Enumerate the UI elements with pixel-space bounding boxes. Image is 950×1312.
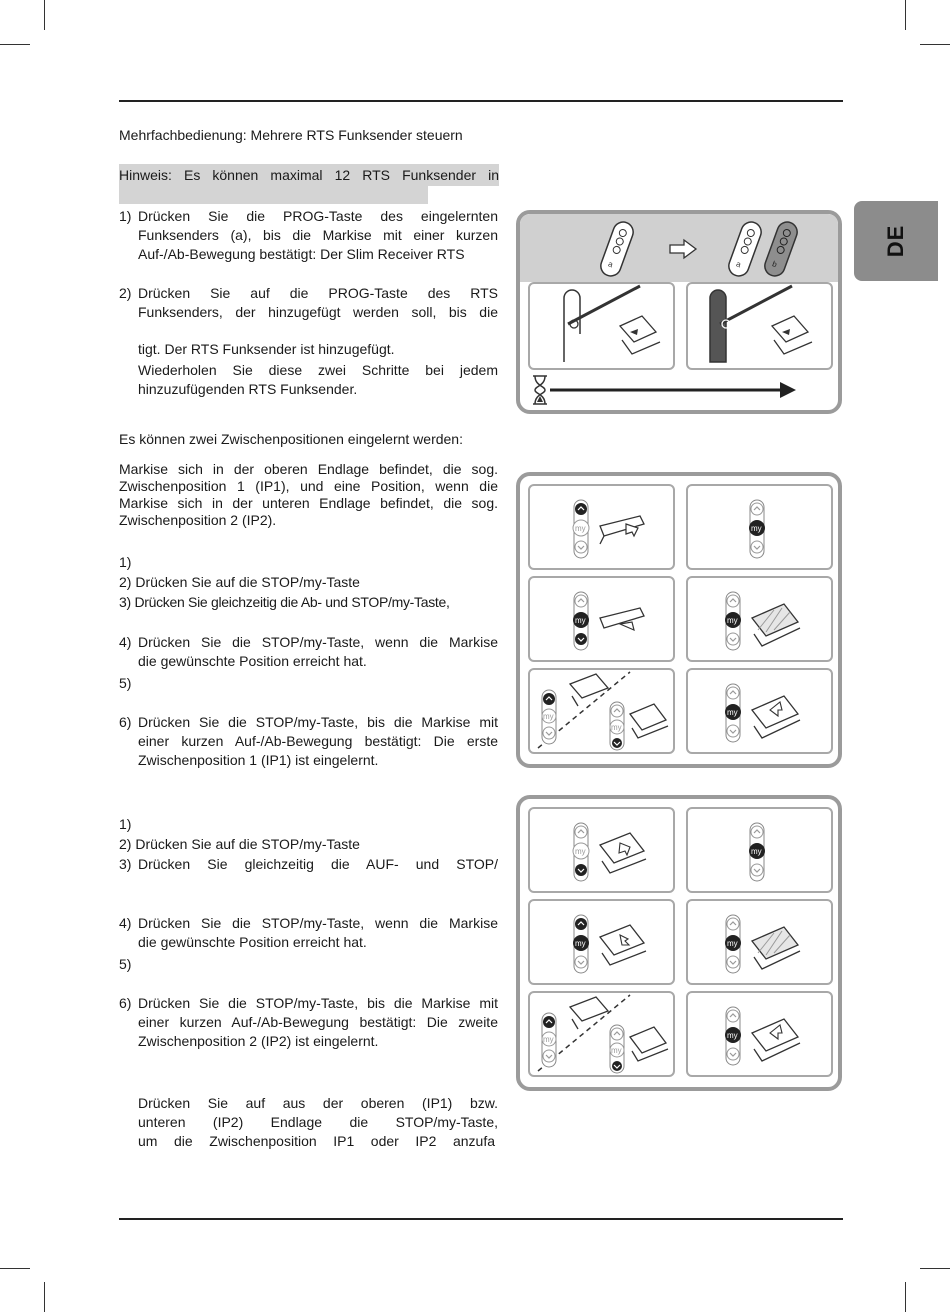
figure-panel bbox=[686, 484, 833, 570]
ip2-step-5: 5) bbox=[119, 956, 132, 972]
crop-mark bbox=[920, 44, 950, 45]
figure-panel bbox=[528, 668, 675, 754]
final-note: unteren (IP2) Endlage die STOP/my-Taste, bbox=[138, 1114, 498, 1130]
figure-ip1 bbox=[516, 472, 842, 768]
language-tab-label: DE bbox=[883, 224, 908, 258]
language-tab bbox=[854, 201, 938, 281]
crop-mark bbox=[44, 0, 45, 30]
ip1-step-6: Zwischenposition 1 (IP1) ist eingelernt. bbox=[138, 752, 379, 768]
ip1-step-5: 5) bbox=[119, 675, 132, 691]
my-button-label: my bbox=[727, 1031, 738, 1040]
figure-panel bbox=[528, 991, 675, 1077]
figure-panel bbox=[686, 668, 833, 754]
ip1-step-illustration bbox=[530, 578, 673, 660]
my-button-label: my bbox=[575, 847, 586, 856]
remote-icon bbox=[764, 218, 798, 280]
my-button-label: my bbox=[575, 524, 586, 533]
ip1-step-2: 2) Drücken Sie auf die STOP/my-Taste bbox=[119, 574, 360, 590]
ip2-step-6: Zwischenposition 2 (IP2) ist eingelernt. bbox=[138, 1033, 379, 1049]
crop-mark bbox=[920, 1268, 950, 1269]
my-button-label: my bbox=[543, 712, 554, 721]
ip2-step-illustration bbox=[688, 993, 831, 1075]
ip2-step-2: 2) Drücken Sie auf die STOP/my-Taste bbox=[119, 836, 360, 852]
final-note: um die Zwischenposition IP1 oder IP2 anzufa bbox=[138, 1133, 495, 1149]
figure-panel bbox=[528, 282, 675, 370]
ip2-step-6: einer kurzen Auf-/Ab-Bewegung bestätigt: Die zweite bbox=[138, 1014, 498, 1030]
figure-panel bbox=[686, 576, 833, 662]
crop-mark bbox=[905, 1282, 906, 1312]
my-button-label: my bbox=[611, 723, 622, 732]
repeat-note: Wiederholen Sie diese zwei Schritte bei jedem bbox=[138, 362, 498, 378]
my-button-label: my bbox=[727, 708, 738, 717]
figure-panel bbox=[686, 282, 833, 370]
remote-label-a: a bbox=[606, 259, 615, 270]
ip2-step-illustration bbox=[530, 993, 673, 1075]
ip2-step-illustration bbox=[688, 809, 831, 891]
bottom-rule bbox=[119, 1218, 843, 1220]
top-rule bbox=[119, 100, 843, 102]
crop-mark bbox=[905, 0, 906, 30]
ip1-step-6: einer kurzen Auf-/Ab-Bewegung bestätigt: Die erste bbox=[138, 733, 498, 749]
intermediate-desc: Zwischenposition 2 (IP2). bbox=[119, 512, 277, 528]
my-button-label: my bbox=[611, 1046, 622, 1055]
figure-panel bbox=[528, 899, 675, 985]
ip2-step-illustration bbox=[530, 809, 673, 891]
intermediate-desc: Zwischenposition 1 (IP1), und eine Position, wenn die bbox=[119, 478, 498, 494]
step-number: 6) bbox=[119, 714, 132, 730]
step-number: 1) bbox=[119, 208, 132, 224]
figure-add-remote bbox=[516, 210, 842, 414]
my-button-label: my bbox=[727, 939, 738, 948]
ip1-step-illustration bbox=[688, 578, 831, 660]
figure-ip2 bbox=[516, 795, 842, 1091]
arrow-right-icon bbox=[668, 238, 698, 260]
step-text: Drücken Sie die PROG-Taste des eingelernten bbox=[138, 208, 498, 224]
figure-panel bbox=[686, 807, 833, 893]
step-number: 4) bbox=[119, 634, 132, 650]
ip1-step-illustration bbox=[688, 486, 831, 568]
step-text: Funksenders, der hinzugefügt werden soll, bis die bbox=[138, 304, 498, 320]
my-button-label: my bbox=[543, 1035, 554, 1044]
ip2-step-6: Drücken Sie die STOP/my-Taste, bis die Markise mit bbox=[138, 995, 498, 1011]
my-button-label: my bbox=[751, 847, 762, 856]
final-note: Drücken Sie auf aus der oberen (IP1) bzw. bbox=[138, 1095, 498, 1111]
my-button-label: my bbox=[751, 524, 762, 533]
step-text: Drücken Sie auf die PROG-Taste des RTS bbox=[138, 285, 498, 301]
hint-background bbox=[119, 186, 428, 204]
crop-mark bbox=[0, 1268, 30, 1269]
my-button-label: my bbox=[575, 939, 586, 948]
step-number: 2) bbox=[119, 285, 132, 301]
hourglass-icon bbox=[530, 374, 550, 406]
figure-panel bbox=[528, 484, 675, 570]
my-button-label: my bbox=[727, 616, 738, 625]
timeline-arrow-icon bbox=[550, 380, 800, 400]
step-number: 3) bbox=[119, 856, 132, 872]
ip1-step-1: 1) bbox=[119, 554, 132, 570]
ip2-step-4: Drücken Sie die STOP/my-Taste, wenn die Markise bbox=[138, 915, 498, 931]
step-text: Auf-/Ab-Bewegung bestätigt: Der Slim Receiver RTS bbox=[138, 246, 465, 262]
ip2-step-illustration bbox=[688, 901, 831, 983]
ip2-step-1: 1) bbox=[119, 816, 132, 832]
ip2-step-4: die gewünschte Position erreicht hat. bbox=[138, 934, 367, 950]
ip1-step-4: die gewünschte Position erreicht hat. bbox=[138, 653, 367, 669]
intermediate-desc: Markise sich in der unteren Endlage befindet, die sog. bbox=[119, 495, 498, 511]
remote-label-b: b bbox=[770, 259, 779, 270]
ip1-step-3: 3) Drücken Sie gleichzeitig die Ab- und STOP/my-Taste, bbox=[119, 594, 450, 610]
ip2-step-illustration bbox=[530, 901, 673, 983]
remote-icon bbox=[600, 218, 634, 280]
ip1-step-4: Drücken Sie die STOP/my-Taste, wenn die Markise bbox=[138, 634, 498, 650]
section-heading-multi: Mehrfachbedienung: Mehrere RTS Funksender steuern bbox=[119, 127, 463, 143]
figure-panel bbox=[528, 807, 675, 893]
ip1-step-illustration bbox=[530, 486, 673, 568]
crop-mark bbox=[44, 1282, 45, 1312]
remote-label-a: a bbox=[734, 259, 743, 270]
figure-panel bbox=[686, 899, 833, 985]
my-button-label: my bbox=[575, 616, 586, 625]
ip2-step-3: Drücken Sie gleichzeitig die AUF- und STOP/ bbox=[138, 856, 498, 872]
figure-panel bbox=[686, 991, 833, 1077]
repeat-note: hinzuzufügenden RTS Funksender. bbox=[138, 381, 358, 397]
remote-with-awning-icon bbox=[530, 284, 673, 368]
ip1-step-illustration bbox=[530, 670, 673, 752]
remote-with-awning-icon bbox=[688, 284, 831, 368]
crop-mark bbox=[0, 44, 30, 45]
intermediate-desc: Markise sich in der oberen Endlage befindet, die sog. bbox=[119, 461, 498, 477]
step-number: 6) bbox=[119, 995, 132, 1011]
step-number: 4) bbox=[119, 915, 132, 931]
ip1-step-illustration bbox=[688, 670, 831, 752]
step-text: Funksenders (a), bis die Markise mit einer kurzen bbox=[138, 227, 498, 243]
figure-panel bbox=[528, 576, 675, 662]
remote-icon bbox=[728, 218, 762, 280]
hint-text: Hinweis: Es können maximal 12 RTS Funksender in bbox=[119, 167, 499, 183]
step-text: tigt. Der RTS Funksender ist hinzugefügt. bbox=[138, 341, 395, 357]
ip1-step-6: Drücken Sie die STOP/my-Taste, bis die Markise mit bbox=[138, 714, 498, 730]
intermediate-intro: Es können zwei Zwischenpositionen eingelernt werden: bbox=[119, 431, 463, 447]
